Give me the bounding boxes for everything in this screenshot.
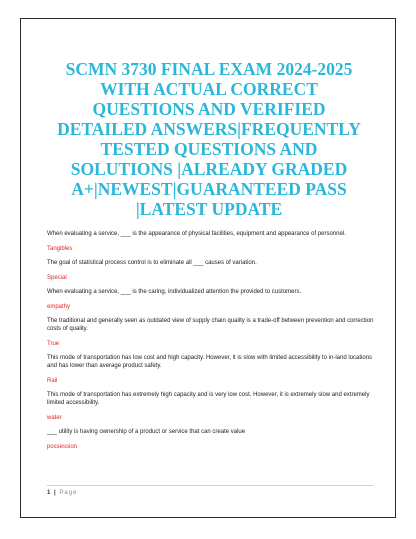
answer-6: water: [47, 415, 62, 421]
answer-3: empathy: [47, 304, 71, 310]
question-6: This mode of transportation has extremely high capacity and is very low cost. However, it is extremely slow and extremely limited accessibility.: [47, 392, 370, 406]
question-4: The traditional and generally seen as outdated view of supply chain quality is a trade-off between prevention and correction costs of quality.: [47, 318, 374, 332]
document-title: SCMN 3730 FINAL EXAM 2024-2025 WITH ACTUAL CORRECT QUESTIONS AND VERIFIED DETAILED ANSWERS|FREQUENTLY TESTED QUESTIONS AND SOLUTIONS |ALREADY GRADED A+|NEWEST|GUARANTEED PASS |LATEST UPDATE: [57, 59, 361, 219]
qa-list: [47, 230, 377, 457]
question-1: When evaluating a service, ___ is the appearance of physical facilities, equipment and appearance of personnel.: [47, 231, 346, 237]
page-footer: [47, 485, 373, 496]
answer-1: Tangibles: [47, 246, 73, 252]
page-label: Page: [59, 490, 78, 496]
question-3: When evaluating a service, ___ is the caring, individualized attention the provided to customers.: [47, 289, 302, 295]
answer-2: Special: [47, 275, 67, 281]
document-page: [20, 18, 396, 518]
footer-separator: |: [54, 490, 56, 496]
answer-4: True: [47, 341, 60, 347]
page-number: 1: [47, 490, 51, 496]
answer-7: possession: [47, 444, 78, 450]
question-7: ___ utility is having ownership of a product or service that can create value: [47, 429, 246, 435]
question-5: This mode of transportation has low cost and high capacity. However, it is slow with limited accessibility to in-land locations and has lower than average product safety.: [47, 355, 373, 369]
answer-5: Rail: [47, 378, 58, 384]
question-2: The goal of statistical process control is to eliminate all ___ causes of variation.: [47, 260, 257, 266]
